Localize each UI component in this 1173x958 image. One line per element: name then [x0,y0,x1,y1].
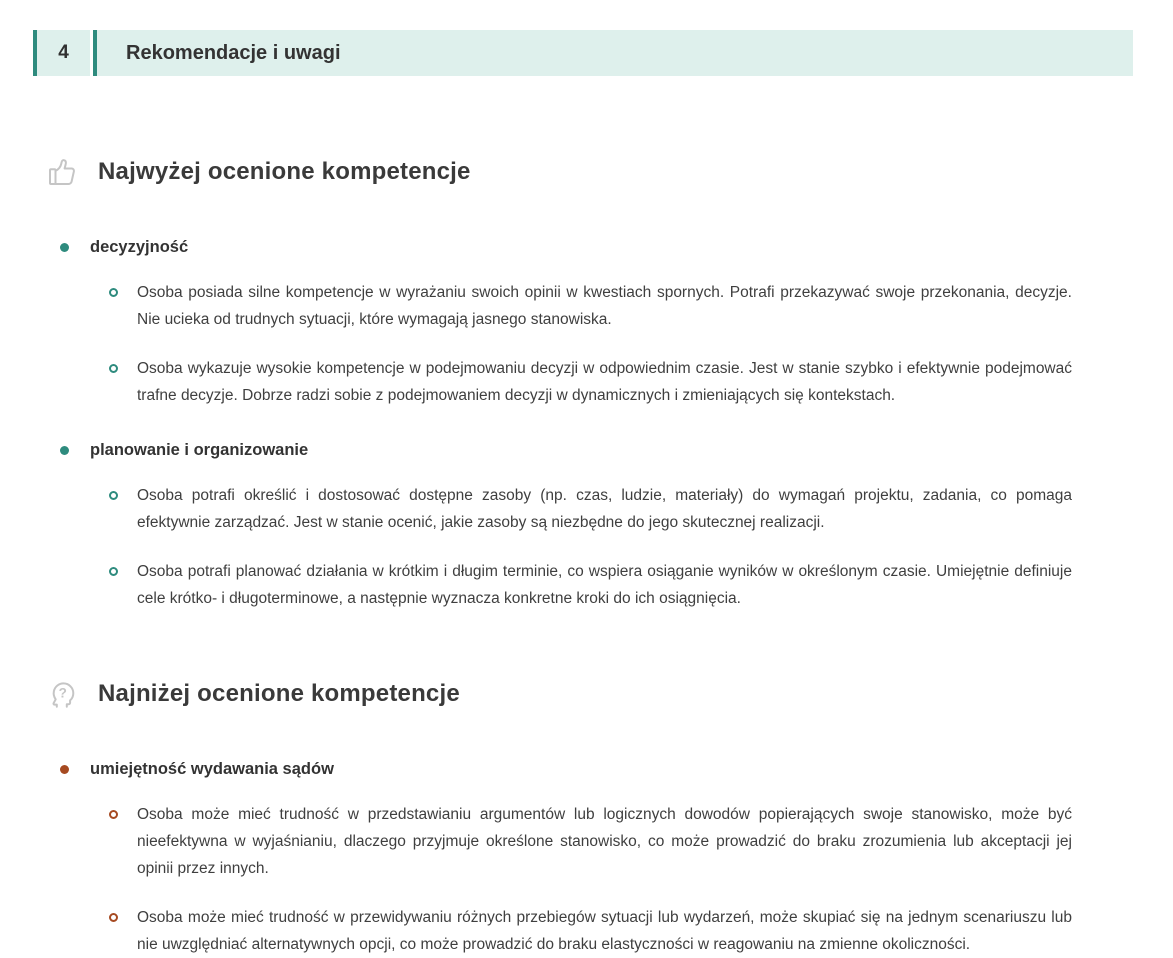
point-text: Osoba wykazuje wysokie kompetencje w podejmowaniu decyzji w odpowiednim czasie. Jest w stanie szybko i efektywnie podejmować trafne decyzje. Dobrze radzi sobie z podejmowaniem decyzji w dynamicznych i zmieniających się kontekstach. [137,359,1072,404]
point-list [109,482,1173,612]
sections-container [46,138,1173,958]
question-head-icon [46,677,78,711]
point-text: Osoba posiada silne kompetencje w wyrażaniu swoich opinii w kwestiach spornych. Potrafi przekazywać swoje przekonania, decyzje. Nie ucieka od trudnych sytuacji, które wymagają jasnego stanowiska. [137,283,1072,328]
point-list [109,801,1173,958]
point-text: Osoba może mieć trudność w przewidywaniu różnych przebiegów sytuacji lub wydarzeń, może skupiać się na jednym scenariuszu lub nie uwzględniać alternatywnych opcji, co może prowadzić do braku elastyczności w reagowaniu na zmienne okoliczności. [137,908,1072,953]
circle-bullet-icon [109,810,118,819]
competency-item [60,760,1173,958]
competency-section [46,138,1173,612]
svg-text:?: ? [58,685,67,701]
point-item [109,279,1173,333]
circle-bullet-icon [109,364,118,373]
section-header-title: Rekomendacje i uwagi [93,30,1133,76]
bullet-dot-icon [60,243,69,252]
competency-header [60,441,1173,460]
competency-section [46,660,1173,958]
competency-item [60,441,1173,612]
competency-list [46,238,1173,612]
section-header-bar [33,30,1133,76]
point-text: Osoba potrafi określić i dostosować dostępne zasoby (np. czas, ludzie, materiały) do wymagań projektu, zadania, co pomaga efektywnie zarządzać. Jest w stanie ocenić, jakie zasoby są niezbędne do jego skutecznej realizacji. [137,486,1072,531]
section-heading [46,660,1173,728]
point-item [109,801,1173,882]
point-text: Osoba potrafi planować działania w krótkim i długim terminie, co wspiera osiąganie wyników w określonym czasie. Umiejętnie definiuje cele krótko- i długoterminowe, a następnie wyznacza konkretne kroki do ich osiągnięcia. [137,562,1072,607]
circle-bullet-icon [109,567,118,576]
competency-header [60,238,1173,257]
competency-name: planowanie i organizowanie [90,440,309,459]
section-number: 4 [33,30,90,76]
point-text: Osoba może mieć trudność w przedstawianiu argumentów lub logicznych dowodów popierających swoje stanowisko, może być nieefektywna w wyjaśnianiu, dlaczego przyjmuje określone stanowisko, co może prowadzić do braku zrozumienia lub akceptacji jej opinii przez innych. [137,805,1072,877]
circle-bullet-icon [109,491,118,500]
section-title: Najniżej ocenione kompetencje [98,679,460,707]
section-title: Najwyżej ocenione kompetencje [98,157,471,185]
circle-bullet-icon [109,913,118,922]
point-list [109,279,1173,409]
bullet-dot-icon [60,765,69,774]
competency-name: umiejętność wydawania sądów [90,759,334,778]
point-item [109,482,1173,536]
competency-header [60,760,1173,779]
section-heading [46,138,1173,206]
report-page [0,30,1173,953]
point-item [109,904,1173,958]
point-item [109,355,1173,409]
thumbs-up-icon [46,155,78,189]
bullet-dot-icon [60,446,69,455]
competency-list [46,760,1173,958]
competency-item [60,238,1173,409]
point-item [109,558,1173,612]
circle-bullet-icon [109,288,118,297]
competency-name: decyzyjność [90,237,189,256]
